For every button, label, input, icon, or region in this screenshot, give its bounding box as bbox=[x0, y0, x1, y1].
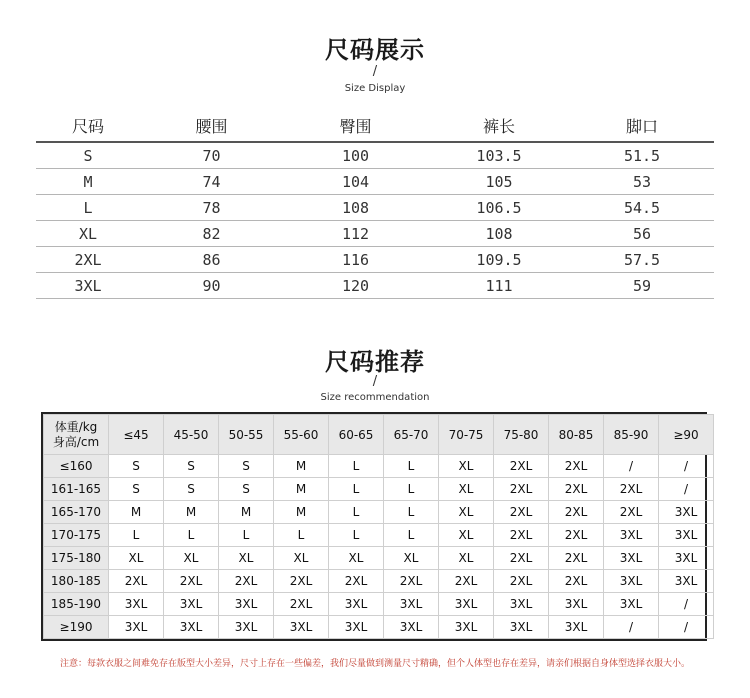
weight-range-header: 45-50 bbox=[164, 415, 219, 455]
size-table-header bbox=[36, 110, 714, 143]
recommended-size-cell: L bbox=[109, 524, 164, 547]
recommended-size-cell: L bbox=[164, 524, 219, 547]
size-table-cell: 100 bbox=[341, 146, 370, 165]
recommended-size-cell: L bbox=[329, 524, 384, 547]
recommended-size-cell: 3XL bbox=[659, 570, 714, 593]
recommended-size-cell: 3XL bbox=[109, 616, 164, 639]
recommended-size-cell: L bbox=[274, 524, 329, 547]
recommended-size-cell: L bbox=[384, 455, 439, 478]
height-range-header: 180-185 bbox=[44, 570, 109, 593]
size-table-cell: 56 bbox=[632, 224, 652, 243]
recommendation-row bbox=[44, 593, 714, 616]
size-table-row bbox=[36, 221, 714, 247]
size-table-cell: 57.5 bbox=[623, 250, 661, 269]
size-table-cell: 105 bbox=[485, 172, 513, 191]
recommendation-row bbox=[44, 501, 714, 524]
recommended-size-cell: 2XL bbox=[329, 570, 384, 593]
recommended-size-cell: 3XL bbox=[219, 593, 274, 616]
weight-range-header: ≥90 bbox=[659, 415, 714, 455]
size-table-header-cell: 尺码 bbox=[71, 117, 104, 136]
size-table-row bbox=[36, 169, 714, 195]
recommended-size-cell: 2XL bbox=[549, 455, 604, 478]
recommended-size-cell: 3XL bbox=[604, 570, 659, 593]
size-table-cell: 90 bbox=[202, 276, 221, 295]
size-table-cell: 120 bbox=[341, 276, 370, 295]
size-table-cell: 59 bbox=[632, 276, 652, 295]
recommended-size-cell: XL bbox=[439, 455, 494, 478]
recommended-size-cell: XL bbox=[439, 501, 494, 524]
recommended-size-cell: M bbox=[274, 455, 329, 478]
recommended-size-cell: 3XL bbox=[604, 524, 659, 547]
recommended-size-cell: M bbox=[274, 478, 329, 501]
recommended-size-cell: 3XL bbox=[549, 593, 604, 616]
size-table-cell: 112 bbox=[341, 224, 370, 243]
disclaimer-note: 注意：每款衣服之间难免存在版型大小差异，尺寸上存在一些偏差，我们尽量做到测量尺寸精确，但个人体型也存在差异，请亲们根据自身体型选择衣服大小。 bbox=[59, 659, 690, 669]
recommended-size-cell: M bbox=[164, 501, 219, 524]
recommended-size-cell: 3XL bbox=[659, 501, 714, 524]
size-table-cell: 103.5 bbox=[476, 146, 522, 165]
size-table-cell: S bbox=[83, 146, 93, 165]
recommended-size-cell: 2XL bbox=[274, 570, 329, 593]
recommended-size-cell: / bbox=[659, 616, 714, 639]
weight-range-header: ≤45 bbox=[109, 415, 164, 455]
weight-range-header: 85-90 bbox=[604, 415, 659, 455]
height-range-header: ≤160 bbox=[44, 455, 109, 478]
recommended-size-cell: 2XL bbox=[494, 478, 549, 501]
recommended-size-cell: 3XL bbox=[494, 616, 549, 639]
recommended-size-cell: S bbox=[109, 455, 164, 478]
recommendation-row bbox=[44, 478, 714, 501]
recommended-size-cell: 2XL bbox=[494, 524, 549, 547]
recommended-size-cell: L bbox=[384, 501, 439, 524]
size-table-cell: 74 bbox=[202, 172, 221, 191]
recommended-size-cell: M bbox=[219, 501, 274, 524]
recommendation-row bbox=[44, 616, 714, 639]
recommendation-row bbox=[44, 524, 714, 547]
size-table-cell: 104 bbox=[341, 172, 370, 191]
recommended-size-cell: M bbox=[274, 501, 329, 524]
recommended-size-cell: 2XL bbox=[604, 501, 659, 524]
size-table-cell: 51.5 bbox=[623, 146, 661, 165]
height-range-header: 161-165 bbox=[44, 478, 109, 501]
size-table-cell: 108 bbox=[485, 224, 513, 243]
height-range-header: 185-190 bbox=[44, 593, 109, 616]
size-table-header-cell: 裤长 bbox=[482, 117, 515, 136]
recommended-size-cell: / bbox=[659, 455, 714, 478]
recommended-size-cell: 2XL bbox=[109, 570, 164, 593]
recommended-size-cell: 2XL bbox=[549, 478, 604, 501]
size-table-row bbox=[36, 195, 714, 221]
recommended-size-cell: M bbox=[109, 501, 164, 524]
recommended-size-cell: / bbox=[604, 616, 659, 639]
size-table-header-cell: 腰围 bbox=[195, 117, 228, 136]
recommended-size-cell: / bbox=[659, 478, 714, 501]
recommended-size-cell: 2XL bbox=[604, 478, 659, 501]
recommendation-row bbox=[44, 455, 714, 478]
recommended-size-cell: 2XL bbox=[549, 547, 604, 570]
recommended-size-cell: L bbox=[384, 524, 439, 547]
size-recommendation-subtitle: Size recommendation bbox=[320, 392, 430, 403]
recommended-size-cell: XL bbox=[219, 547, 274, 570]
recommended-size-cell: 2XL bbox=[439, 570, 494, 593]
recommended-size-cell: 2XL bbox=[164, 570, 219, 593]
size-recommendation-slash: / bbox=[372, 374, 378, 389]
weight-range-header: 70-75 bbox=[439, 415, 494, 455]
recommended-size-cell: 2XL bbox=[549, 524, 604, 547]
size-table-cell: XL bbox=[78, 224, 98, 243]
recommended-size-cell: 2XL bbox=[384, 570, 439, 593]
recommended-size-cell: XL bbox=[439, 478, 494, 501]
size-display-table bbox=[36, 110, 714, 299]
height-range-header: 170-175 bbox=[44, 524, 109, 547]
size-table-cell: M bbox=[83, 172, 93, 191]
size-table-cell: 3XL bbox=[74, 276, 102, 295]
recommended-size-cell: XL bbox=[164, 547, 219, 570]
recommended-size-cell: XL bbox=[439, 524, 494, 547]
size-display-subtitle: Size Display bbox=[344, 83, 406, 94]
weight-range-header: 65-70 bbox=[384, 415, 439, 455]
recommended-size-cell: / bbox=[659, 593, 714, 616]
weight-axis-label: 体重/kg bbox=[54, 419, 98, 434]
recommended-size-cell: S bbox=[164, 478, 219, 501]
recommended-size-cell: 3XL bbox=[549, 616, 604, 639]
recommended-size-cell: XL bbox=[274, 547, 329, 570]
recommended-size-cell: 3XL bbox=[659, 524, 714, 547]
recommended-size-cell: L bbox=[329, 501, 384, 524]
recommendation-row bbox=[44, 547, 714, 570]
size-recommendation-title: 尺码推荐 bbox=[325, 347, 425, 376]
recommended-size-cell: 3XL bbox=[329, 616, 384, 639]
recommended-size-cell: 3XL bbox=[439, 593, 494, 616]
recommended-size-cell: 2XL bbox=[494, 501, 549, 524]
recommended-size-cell: 3XL bbox=[384, 593, 439, 616]
weight-range-header: 50-55 bbox=[219, 415, 274, 455]
recommended-size-cell: L bbox=[329, 478, 384, 501]
size-display-slash: / bbox=[372, 64, 378, 79]
size-table-cell: L bbox=[83, 198, 93, 217]
recommended-size-cell: 3XL bbox=[384, 616, 439, 639]
weight-range-header: 60-65 bbox=[329, 415, 384, 455]
recommended-size-cell: 2XL bbox=[494, 455, 549, 478]
weight-range-header: 75-80 bbox=[494, 415, 549, 455]
recommended-size-cell: L bbox=[219, 524, 274, 547]
size-table-cell: 116 bbox=[341, 250, 370, 269]
size-table-header-cell: 脚口 bbox=[625, 117, 658, 136]
size-table-row bbox=[36, 273, 714, 299]
recommended-size-cell: 3XL bbox=[109, 593, 164, 616]
recommendation-corner-cell bbox=[44, 415, 109, 455]
recommended-size-cell: L bbox=[329, 455, 384, 478]
recommended-size-cell: S bbox=[219, 455, 274, 478]
recommendation-header-row bbox=[44, 415, 714, 455]
size-table-cell: 54.5 bbox=[623, 198, 661, 217]
size-table-cell: 86 bbox=[202, 250, 221, 269]
size-table-body bbox=[36, 143, 714, 299]
size-table-cell: 111 bbox=[485, 276, 513, 295]
recommended-size-cell: S bbox=[164, 455, 219, 478]
recommended-size-cell: XL bbox=[439, 547, 494, 570]
recommended-size-cell: 2XL bbox=[494, 570, 549, 593]
recommended-size-cell: XL bbox=[329, 547, 384, 570]
recommended-size-cell: 3XL bbox=[604, 547, 659, 570]
recommended-size-cell: 3XL bbox=[164, 616, 219, 639]
size-table-header-cell: 臀围 bbox=[339, 117, 372, 136]
weight-range-header: 55-60 bbox=[274, 415, 329, 455]
recommended-size-cell: S bbox=[109, 478, 164, 501]
recommended-size-cell: XL bbox=[109, 547, 164, 570]
size-table-cell: 108 bbox=[341, 198, 370, 217]
recommended-size-cell: 3XL bbox=[604, 593, 659, 616]
recommended-size-cell: 2XL bbox=[549, 501, 604, 524]
recommended-size-cell: 3XL bbox=[439, 616, 494, 639]
height-range-header: ≥190 bbox=[44, 616, 109, 639]
size-table-cell: 70 bbox=[202, 146, 221, 165]
recommendation-row bbox=[44, 570, 714, 593]
recommended-size-cell: 3XL bbox=[274, 616, 329, 639]
recommended-size-cell: 2XL bbox=[549, 570, 604, 593]
recommended-size-cell: 3XL bbox=[329, 593, 384, 616]
recommended-size-cell: 3XL bbox=[494, 593, 549, 616]
recommended-size-cell: 2XL bbox=[494, 547, 549, 570]
weight-range-header: 80-85 bbox=[549, 415, 604, 455]
recommended-size-cell: L bbox=[384, 478, 439, 501]
height-range-header: 165-170 bbox=[44, 501, 109, 524]
recommended-size-cell: / bbox=[604, 455, 659, 478]
size-recommendation-table bbox=[41, 412, 707, 641]
recommended-size-cell: S bbox=[219, 478, 274, 501]
recommended-size-cell: 3XL bbox=[219, 616, 274, 639]
recommended-size-cell: 3XL bbox=[659, 547, 714, 570]
recommended-size-cell: 2XL bbox=[219, 570, 274, 593]
recommended-size-cell: 2XL bbox=[274, 593, 329, 616]
size-table-cell: 53 bbox=[632, 172, 652, 191]
height-range-header: 175-180 bbox=[44, 547, 109, 570]
size-table-row bbox=[36, 247, 714, 273]
recommended-size-cell: XL bbox=[384, 547, 439, 570]
size-table-row bbox=[36, 143, 714, 169]
size-table-cell: 109.5 bbox=[476, 250, 522, 269]
size-table-cell: 2XL bbox=[74, 250, 102, 269]
size-display-title: 尺码展示 bbox=[325, 35, 425, 64]
size-table-cell: 78 bbox=[202, 198, 221, 217]
size-table-cell: 106.5 bbox=[476, 198, 522, 217]
height-axis-label: 身高/cm bbox=[52, 434, 100, 449]
size-table-cell: 82 bbox=[202, 224, 221, 243]
recommended-size-cell: 3XL bbox=[164, 593, 219, 616]
